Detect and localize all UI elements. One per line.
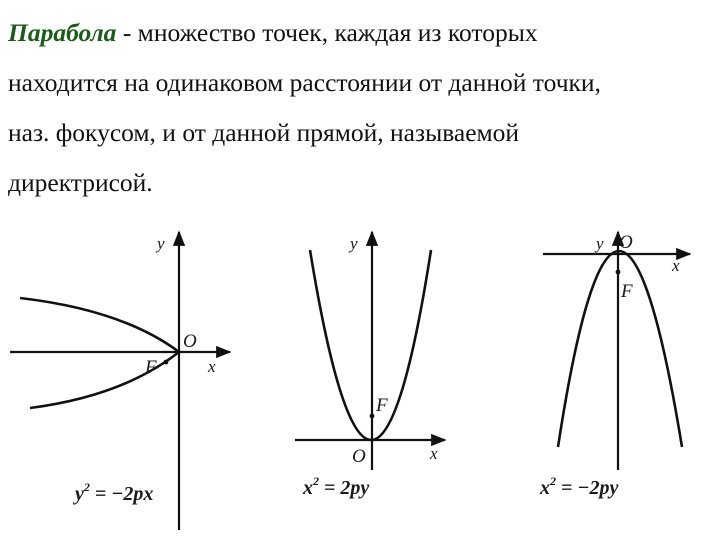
fig1-y-label: y	[157, 234, 165, 253]
fig2-focus-label: F	[376, 395, 388, 416]
fig1-focus-point	[164, 360, 169, 365]
fig3-x-label: x	[672, 256, 680, 275]
fig3-formula-rhs: = −2py	[556, 477, 619, 499]
fig1-formula-exp: 2	[83, 480, 90, 494]
fig1-formula-lhs: y	[75, 483, 84, 505]
fig1-origin-label: O	[183, 331, 197, 352]
definition-line-4: директрисой.	[8, 168, 153, 197]
fig3-focus-point	[616, 270, 621, 275]
fig3-formula-exp: 2	[550, 474, 556, 488]
fig2-formula-rhs: = 2py	[319, 477, 370, 499]
fig3-focus-label: F	[621, 281, 633, 302]
figure-down-opening	[539, 232, 690, 499]
fig1-formula	[73, 480, 153, 505]
definition-text-1: - множество точек, каждая из которых	[116, 18, 538, 47]
fig3-formula	[539, 474, 619, 499]
fig1-focus-label: F	[145, 357, 157, 378]
figure-up-opening	[295, 232, 445, 499]
fig2-formula	[302, 474, 369, 499]
fig2-parabola-curve	[310, 250, 431, 440]
fig1-x-label: x	[208, 357, 216, 376]
fig3-origin-label: O	[619, 232, 633, 253]
fig2-focus-point	[370, 414, 375, 419]
fig2-y-label: y	[350, 234, 358, 253]
fig2-formula-exp: 2	[313, 474, 319, 488]
definition-line-3: наз. фокусом, и от данной прямой, называемой	[8, 118, 520, 147]
fig2-x-label: x	[430, 444, 438, 463]
fig2-origin-label: O	[352, 446, 366, 467]
fig3-formula-lhs: x	[540, 477, 550, 499]
definition-term: Парабола	[8, 18, 117, 47]
fig1-formula-rhs: = −2px	[89, 483, 154, 505]
fig3-y-label: y	[596, 234, 604, 253]
fig3-parabola-curve	[558, 251, 682, 447]
definition-line-2: находится на одинаковом расстоянии от данной точки,	[8, 68, 601, 97]
figure-left-opening	[10, 232, 230, 530]
fig2-formula-lhs: x	[303, 477, 313, 499]
